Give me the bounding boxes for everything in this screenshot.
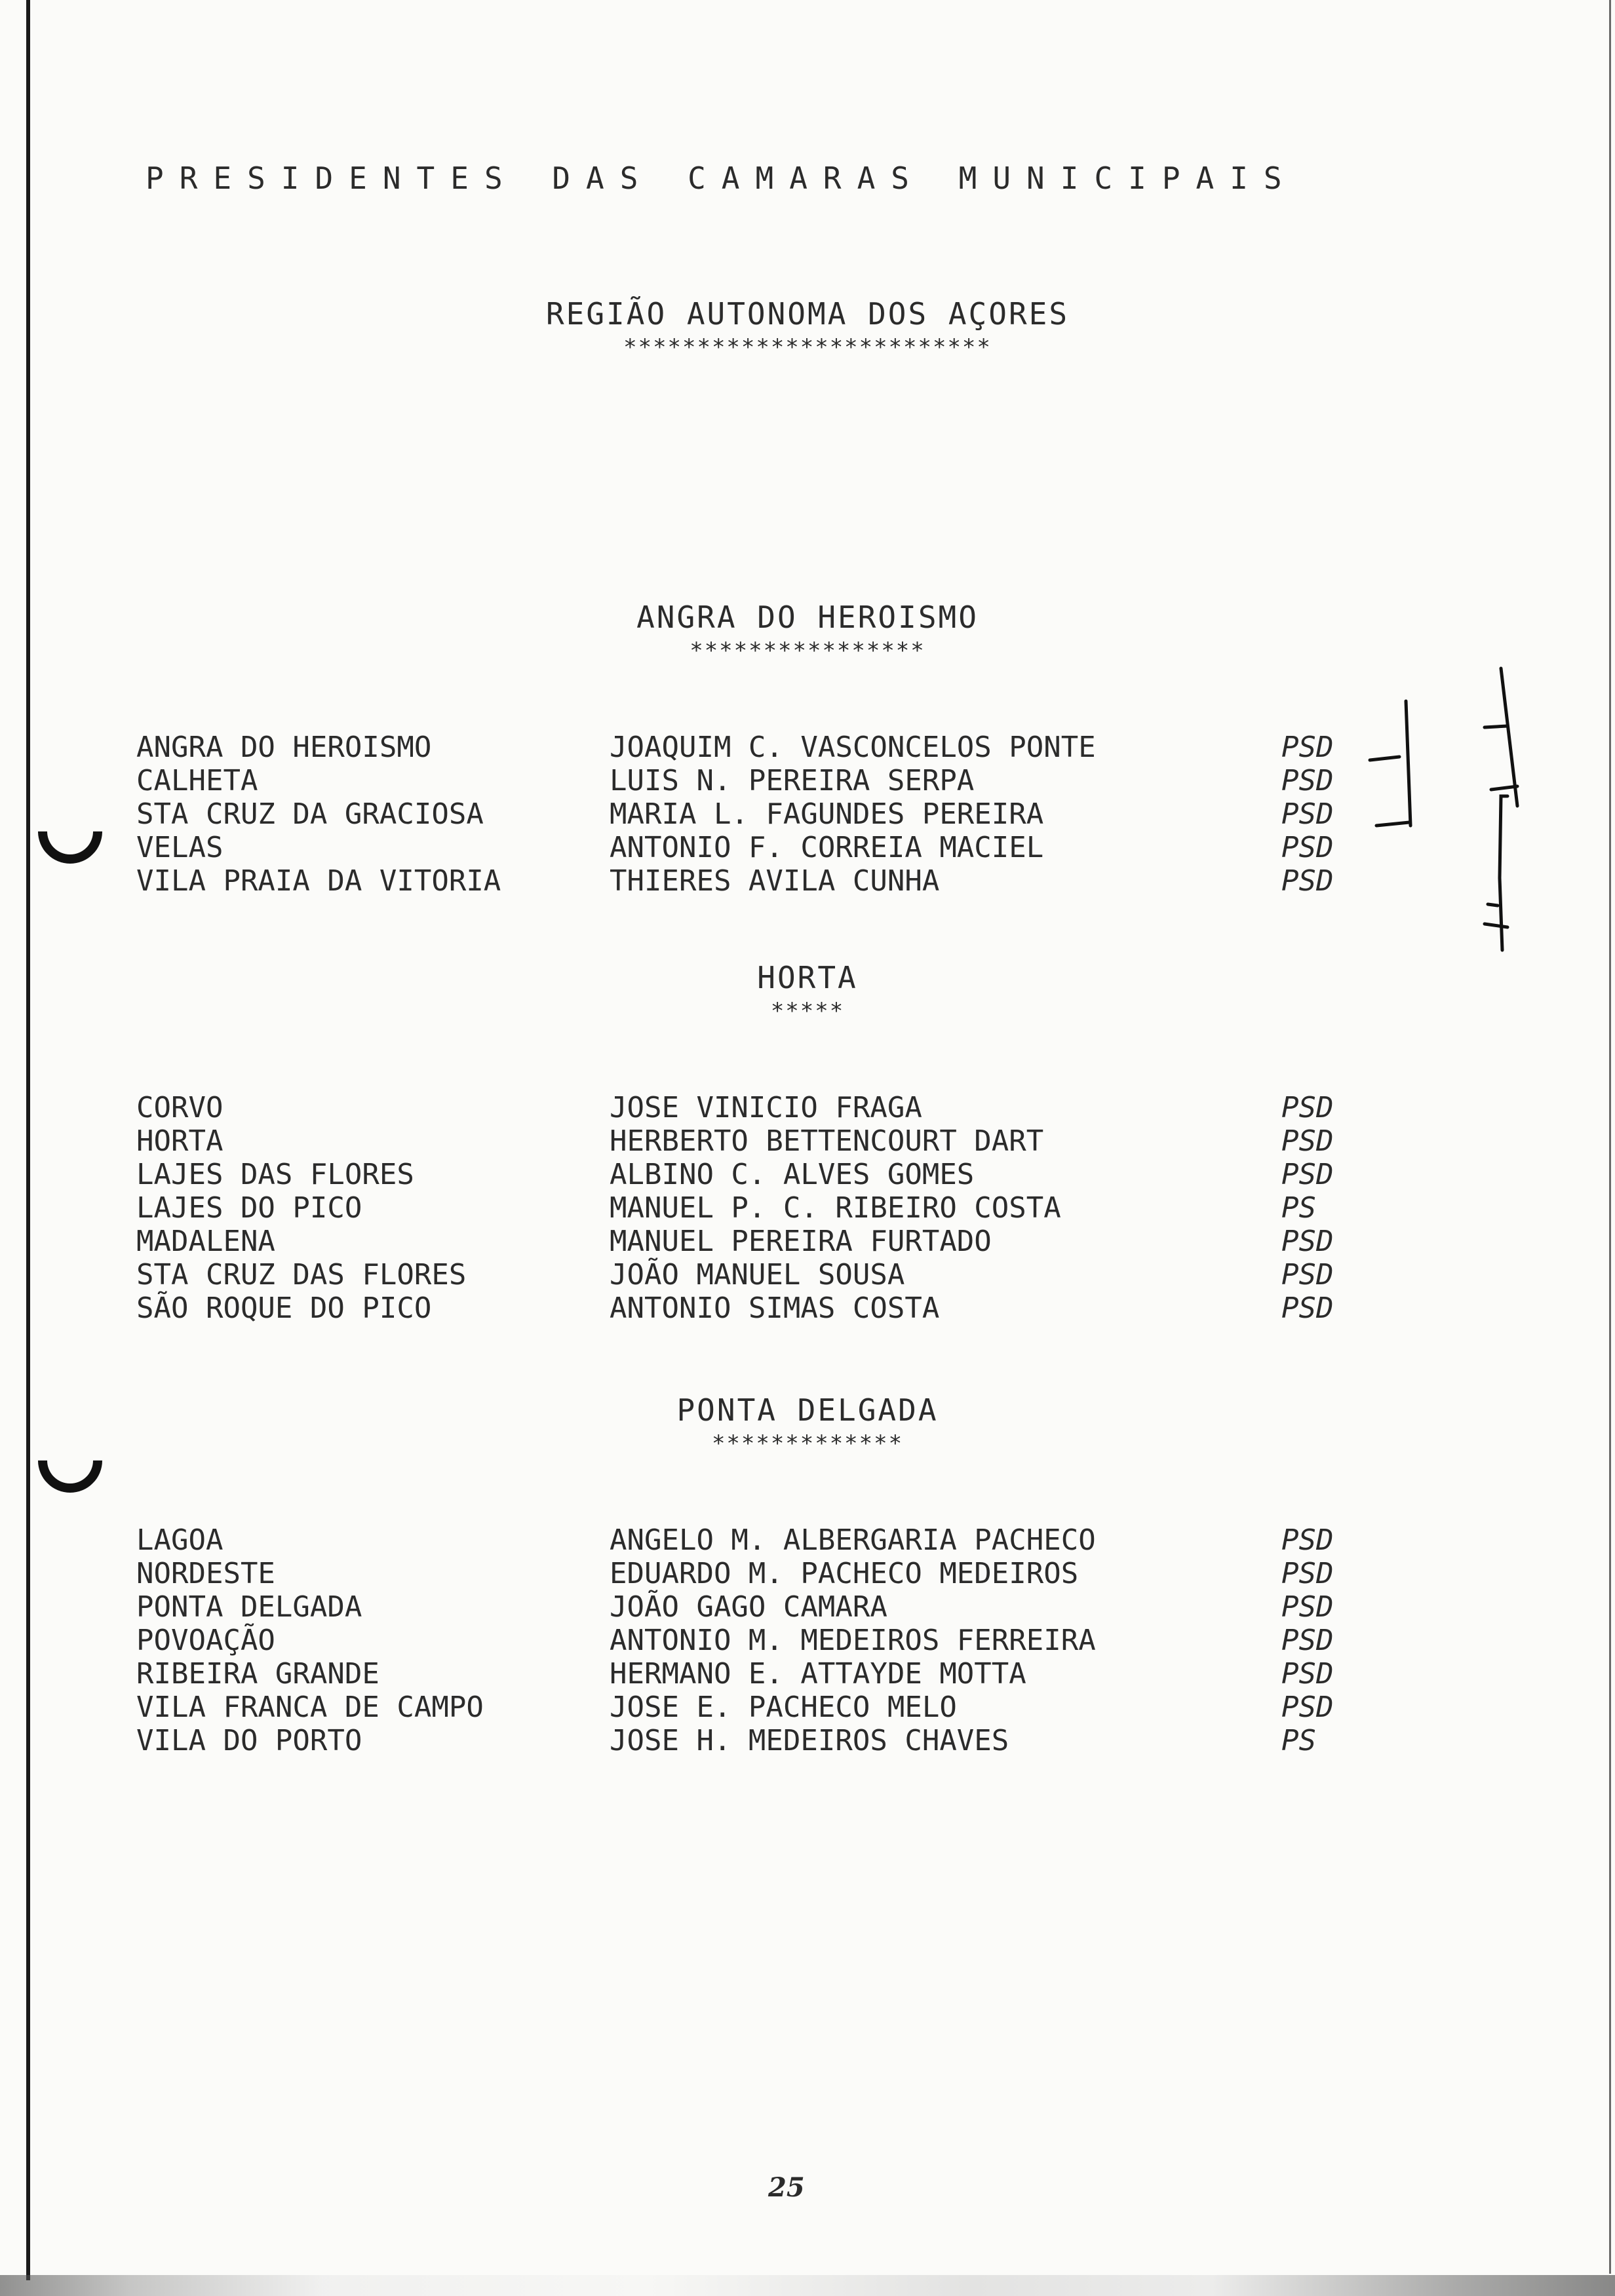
municipality-name: ANGRA DO HEROISMO [136,731,432,764]
document-title: PRESIDENTES DAS CAMARAS MUNICIPAIS [146,161,1298,196]
municipality-name: CORVO [136,1091,224,1124]
table-row [0,1557,1615,1591]
party-label: PSD [1281,1691,1334,1724]
party-label: PSD [1281,1124,1334,1158]
party-label: PSD [1281,1258,1334,1292]
page-number: 25 [768,2172,805,2203]
section-heading-underline: **************** [690,638,925,664]
party-label: PSD [1281,1624,1334,1657]
president-name: MARIA L. FAGUNDES PEREIRA [610,797,1044,831]
president-name: HERBERTO BETTENCOURT DART [610,1124,1044,1158]
table-row [0,731,1615,765]
party-label: PSD [1281,1158,1334,1191]
section-heading-underline: ***** [770,998,845,1024]
municipality-name: HORTA [136,1124,224,1158]
table-row [0,764,1615,798]
table-row [0,1258,1615,1292]
president-name: MANUEL PEREIRA FURTADO [610,1225,992,1258]
region-title: REGIÃO AUTONOMA DOS AÇORES [545,296,1070,332]
party-label: PSD [1281,1657,1334,1691]
municipality-name: CALHETA [136,764,258,797]
party-label: PSD [1281,1091,1334,1124]
party-label: PSD [1281,731,1334,764]
binder-hole-icon [25,1415,116,1506]
president-name: EDUARDO M. PACHECO MEDEIROS [610,1557,1079,1590]
municipality-name: VELAS [136,831,224,864]
table-row [0,831,1615,865]
table-row [0,1191,1615,1225]
table-row [0,1691,1615,1725]
president-name: JOSE VINICIO FRAGA [610,1091,922,1124]
table-row [0,1724,1615,1758]
municipality-name: MADALENA [136,1225,275,1258]
table-row [0,1158,1615,1192]
president-name: ANTONIO F. CORREIA MACIEL [610,831,1044,864]
section-heading: PONTA DELGADA [676,1392,939,1428]
president-name: LUIS N. PEREIRA SERPA [610,764,975,797]
president-name: MANUEL P. C. RIBEIRO COSTA [610,1191,1061,1225]
municipality-name: VILA PRAIA DA VITORIA [136,864,501,898]
municipality-name: STA CRUZ DAS FLORES [136,1258,467,1292]
table-row [0,1292,1615,1326]
table-row [0,1523,1615,1558]
table-row [0,1091,1615,1125]
municipality-name: POVOAÇÃO [136,1624,275,1657]
section-heading-underline: ************* [711,1430,904,1457]
table-row [0,864,1615,898]
president-name: ANGELO M. ALBERGARIA PACHECO [610,1523,1096,1557]
municipality-name: RIBEIRA GRANDE [136,1657,379,1691]
president-name: JOAQUIM C. VASCONCELOS PONTE [610,731,1096,764]
table-row [0,1124,1615,1158]
president-name: JOÃO MANUEL SOUSA [610,1258,905,1292]
municipality-name: VILA FRANCA DE CAMPO [136,1691,484,1724]
scan-bottom-edge [0,2275,1615,2296]
table-row [0,1225,1615,1259]
party-label: PSD [1281,797,1334,831]
party-label: PSD [1281,764,1334,797]
party-label: PS [1281,1724,1316,1757]
table-row [0,1590,1615,1624]
president-name: ANTONIO M. MEDEIROS FERREIRA [610,1624,1096,1657]
president-name: JOSE E. PACHECO MELO [610,1691,957,1724]
section-heading: ANGRA DO HEROISMO [636,600,979,635]
party-label: PSD [1281,831,1334,864]
president-name: JOÃO GAGO CAMARA [610,1590,887,1624]
municipality-name: PONTA DELGADA [136,1590,362,1624]
section-heading: HORTA [757,960,858,995]
table-row [0,1624,1615,1658]
president-name: HERMANO E. ATTAYDE MOTTA [610,1657,1026,1691]
municipality-name: LAJES DO PICO [136,1191,362,1225]
municipality-name: SÃO ROQUE DO PICO [136,1292,432,1325]
table-row [0,1657,1615,1691]
party-label: PSD [1281,864,1334,898]
president-name: THIERES AVILA CUNHA [610,864,940,898]
municipality-name: STA CRUZ DA GRACIOSA [136,797,484,831]
municipality-name: VILA DO PORTO [136,1724,362,1757]
region-title-underline: ************************* [623,334,992,360]
party-label: PS [1281,1191,1316,1225]
president-name: JOSE H. MEDEIROS CHAVES [610,1724,1009,1757]
municipality-name: LAGOA [136,1523,224,1557]
party-label: PSD [1281,1523,1334,1557]
party-label: PSD [1281,1557,1334,1590]
municipality-name: LAJES DAS FLORES [136,1158,414,1191]
president-name: ANTONIO SIMAS COSTA [610,1292,940,1325]
president-name: ALBINO C. ALVES GOMES [610,1158,975,1191]
party-label: PSD [1281,1590,1334,1624]
party-label: PSD [1281,1292,1334,1325]
municipality-name: NORDESTE [136,1557,275,1590]
party-label: PSD [1281,1225,1334,1258]
table-row [0,797,1615,832]
